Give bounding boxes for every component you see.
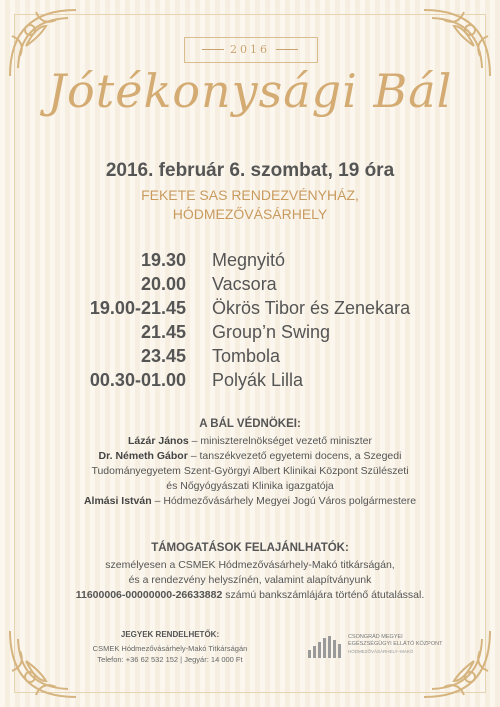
- corner-ornament-icon: [414, 621, 494, 701]
- program-time: 21.45: [140, 322, 186, 342]
- program-name: Polyák Lilla: [212, 370, 304, 390]
- program-time: 19.00-21.45: [89, 298, 186, 318]
- patron-name: Almási István: [83, 495, 152, 507]
- support-line: [0, 588, 500, 603]
- support-line: személyesen a CSMEK Hódmezővásárhely-Makó titkárságán,: [105, 559, 395, 571]
- corner-ornament-icon: [6, 621, 86, 701]
- year-divider: [202, 49, 224, 50]
- year-badge: [187, 40, 313, 58]
- venue-line: FEKETE SAS RENDEZVÉNYHÁZ,: [141, 187, 359, 203]
- program-time: 23.45: [140, 346, 186, 366]
- logo-line: HÓDMEZŐVÁSÁRHELY–MAKÓ: [348, 649, 414, 654]
- tickets-heading: JEGYEK RENDELHETŐK:: [120, 630, 220, 639]
- event-title: Jótékonysági Bál: [47, 64, 453, 118]
- logo-line: EGÉSZSÉGÜGYI ELLÁTÓ KÖZPONT: [348, 641, 443, 647]
- support-line: és a rendezvény helyszínén, valamint alapítványunk: [128, 574, 372, 586]
- bank-account: 11600006-00000000-26633882: [75, 589, 223, 601]
- tickets-line: Telefon: +36 62 532 152 | Jegyár: 14 000 Ft: [97, 655, 243, 664]
- patron-role: – Hódmezővásárhely Megyei Jogú Város polgármestere: [151, 495, 417, 507]
- tickets-info: [80, 630, 260, 665]
- support-text: [0, 558, 500, 603]
- patron-role-line: Tudományegyetem Szent-Györgyi Albert Klinikai Központ Szülészeti: [91, 465, 409, 477]
- patron-line: [0, 434, 500, 449]
- year-divider: [276, 49, 298, 50]
- program-name: Ökrös Tibor és Zenekara: [212, 298, 411, 318]
- program-row: [0, 298, 500, 322]
- program-name: Group’n Swing: [212, 322, 331, 342]
- building-logo-icon: [308, 636, 342, 658]
- program-name: Tombola: [212, 346, 281, 366]
- event-venue: [0, 186, 500, 224]
- program-name: Vacsora: [212, 274, 277, 294]
- program-time: 00.30-01.00: [89, 370, 186, 390]
- patron-name: Dr. Németh Gábor: [98, 450, 188, 462]
- support-heading: TÁMOGATÁSOK FELAJÁNLHATÓK:: [151, 542, 349, 554]
- patron-name: Lázár János: [128, 435, 189, 447]
- tickets-line: CSMEK Hódmezővásárhely-Makó Titkárságán: [92, 644, 248, 653]
- program-time: 19.30: [140, 250, 186, 270]
- logo-line: CSONGRÁD MEGYEI: [348, 634, 403, 640]
- program-time: 20.00: [140, 274, 186, 294]
- patron-line: [0, 449, 500, 464]
- program-row: [0, 346, 500, 370]
- event-date: 2016. február 6. szombat, 19 óra: [105, 160, 395, 181]
- program-name: Megnyitó: [212, 250, 286, 270]
- patron-role: – tanszékvezető egyetemi docens, a Szegedi: [187, 450, 402, 462]
- program-row: [0, 370, 500, 394]
- organization-logo: [308, 634, 458, 660]
- patrons-heading: A BÁL VÉDNÖKEI:: [199, 418, 301, 430]
- logo-text: [348, 634, 442, 655]
- patron-line: [0, 494, 500, 509]
- patron-role: – miniszterelnökséget vezető miniszter: [188, 435, 372, 447]
- venue-line: HÓDMEZŐVÁSÁRHELY: [172, 206, 328, 222]
- program-row: [0, 274, 500, 298]
- program-row: [0, 250, 500, 274]
- program-row: [0, 322, 500, 346]
- year-text: 2016: [230, 42, 270, 56]
- support-line-end: számú bankszámlájára történő átutalással.: [222, 589, 425, 601]
- patron-role-line: és Nőgyógyászati Klinika igazgatója: [166, 480, 334, 492]
